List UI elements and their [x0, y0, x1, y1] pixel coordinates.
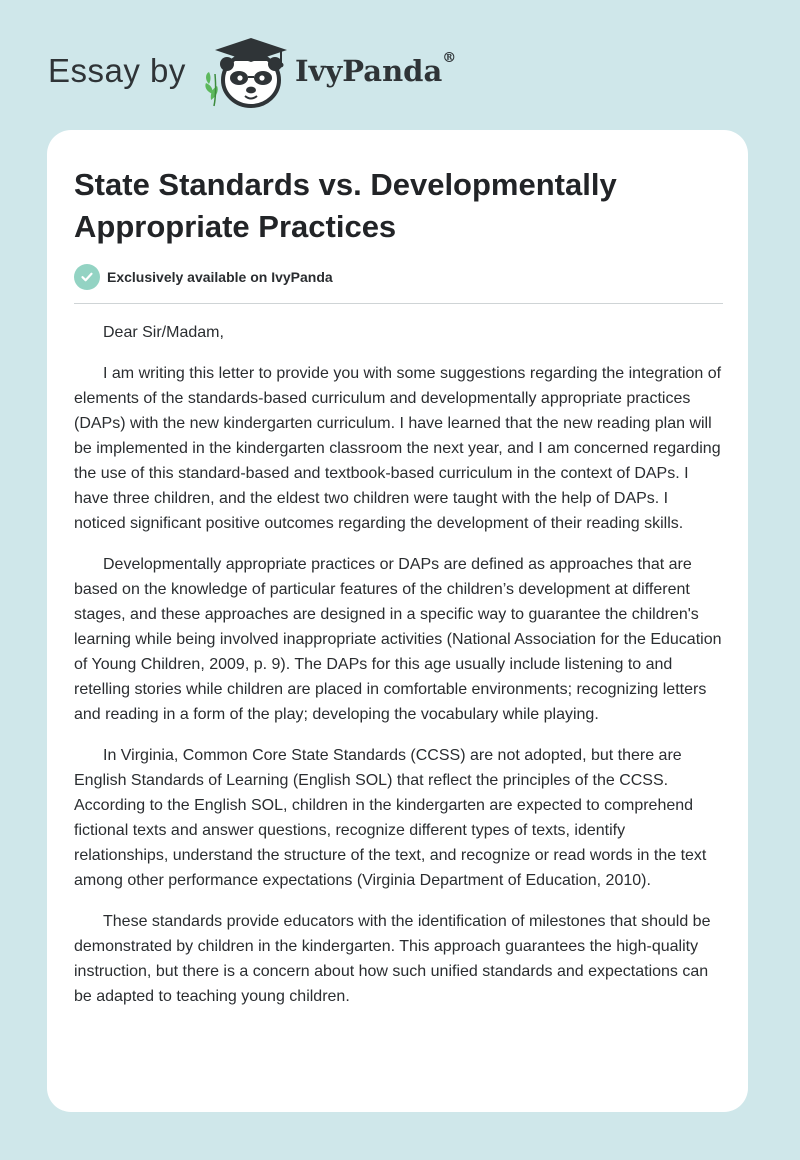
checkmark-icon — [80, 270, 94, 284]
paragraph: These standards provide educators with the identification of milestones that should be demonstrated by children in the kindergarten. This approach guarantees the high-quality instruction, but there is a concern about how such unified standards and expectations can be adapted to teaching young children. — [74, 913, 711, 1005]
brand-name-text[interactable]: IvyPanda — [295, 54, 443, 88]
paragraph-salutation: Dear Sir/Madam, — [103, 324, 224, 341]
check-circle-icon — [74, 264, 100, 290]
paragraph: In Virginia, Common Core State Standards (CCSS) are not adopted, but there are English Standards of Learning (English SOL) that reflect the principles of the CCSS. According to the English SOL, children in the kindergarten are expected to comprehend fictional texts and answer questions, recognize different types of texts, identify relationships, understand the structure of the text, and recognize or read words in the text among other performance expectations (Virginia Department of Education, 2010). — [74, 747, 707, 889]
essay-body — [74, 320, 722, 1025]
divider — [74, 303, 723, 304]
essay-title: State Standards vs. Developmentally Appropriate Practices — [74, 167, 617, 244]
site-header — [48, 34, 508, 114]
panda-logo-icon[interactable] — [201, 34, 291, 112]
registered-mark: ® — [442, 50, 457, 66]
paragraph: I am writing this letter to provide you with some suggestions regarding the integration of elements of the standards-based curriculum and developmentally appropriate practices (DAPs) with the new kindergarten curriculum. I have learned that the new reading plan will be implemented in the kindergarten classroom the next year, and I am concerned regarding the use of this standard-based and textbook-based curriculum in the context of DAPs. I have three children, and the eldest two children were taught with the help of DAPs. I noticed significant positive outcomes regarding the development of their reading skills. — [74, 365, 722, 532]
essay-by-label: Essay by — [48, 52, 186, 89]
badge-label: Exclusively available on IvyPanda — [107, 269, 333, 285]
brand-name[interactable] — [295, 50, 457, 88]
essay-card — [47, 130, 748, 1112]
exclusive-badge — [74, 264, 333, 290]
paragraph: Developmentally appropriate practices or DAPs are defined as approaches that are based on the knowledge of particular features of the children’s development at different stages, and these approaches are designed in a specific way to guarantee the children's learning while being involved inappropriate activities (National Association for the Education of Young Children, 2009, p. 9). The DAPs for this age usually include listening to and retelling stories while children are placed in comfortable environments; recognizing letters and reading in a form of the play; developing the vocabulary while playing. — [74, 556, 722, 723]
